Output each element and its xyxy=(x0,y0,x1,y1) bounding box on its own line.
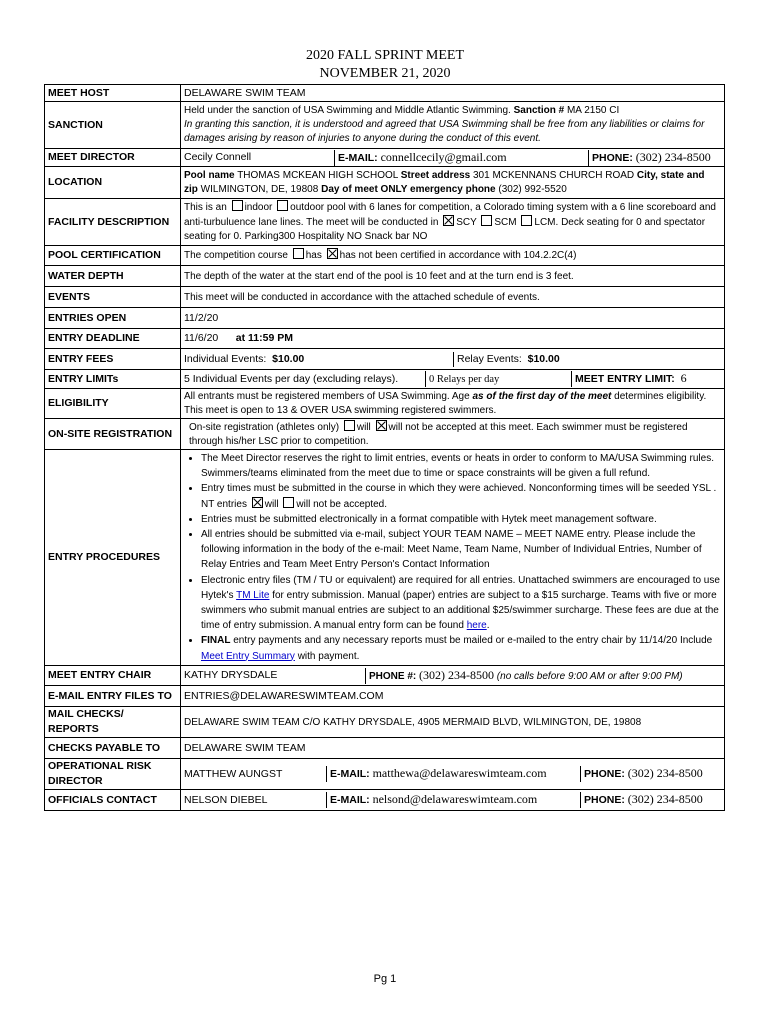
sanction-value xyxy=(181,102,725,149)
procedure-item: • All entries should be submitted via e-mail, subject YOUR TEAM NAME – MEET NAME entry. Please include the following information in the body of the e-mail: Meet Name, Team Name, Number of Individual Entries, Number of Relay Entries and Team Meet Entry Person's Contact Information xyxy=(201,527,721,573)
has-checkbox[interactable] xyxy=(293,248,304,259)
pool-name: THOMAS MCKEAN HIGH SCHOOL xyxy=(237,169,398,181)
row-entry-fees xyxy=(45,349,725,370)
onsite-registration-value xyxy=(181,419,725,450)
onsite-will-checkbox[interactable] xyxy=(344,420,355,431)
nt-entries-text: Entry times must be submitted in the course in which they were achieved. Nonconforming times will be seeded YSL . NT entries xyxy=(201,483,717,510)
sanction-text: Held under the sanction of USA Swimming and Middle Atlantic Swimming. xyxy=(184,105,511,116)
scm-label: SCM xyxy=(494,217,517,228)
row-checks-payable xyxy=(45,738,725,759)
row-officials-contact xyxy=(45,790,725,811)
row-mail-checks xyxy=(45,707,725,738)
row-water-depth xyxy=(45,266,725,287)
row-location xyxy=(45,167,725,199)
snack-bar-text: Snack bar NO xyxy=(364,231,428,242)
deadline-time: at 11:59 PM xyxy=(235,332,293,344)
relay-fee: $10.00 xyxy=(527,352,560,365)
final-label: FINAL xyxy=(201,635,231,647)
officials-phone: (302) 234-8500 xyxy=(627,792,703,806)
onsite-will-not-label: will not be accepted at this meet. Each swimmer must be registered through his/her LSC prior to competition. xyxy=(189,421,688,447)
seating-text: Deck seating for 0 and spectator seating for 0. xyxy=(184,217,706,242)
procedures-list xyxy=(184,451,721,664)
procedure-item xyxy=(201,481,721,511)
row-entry-deadline xyxy=(45,329,725,349)
parking-text: Parking300 xyxy=(244,231,296,242)
pool-name-label: Pool name xyxy=(184,169,235,181)
label-entry-chair: MEET ENTRY CHAIR xyxy=(45,666,181,686)
sanction-number-label: Sanction # xyxy=(513,105,565,116)
row-meet-host xyxy=(45,85,725,102)
label-officials-contact: OFFICIALS CONTACT xyxy=(45,790,181,811)
director-email-cell xyxy=(335,150,589,166)
mail-checks-value: DELAWARE SWIM TEAM C/O KATHY DRYSDALE, 4905 MERMAID BLVD, WILMINGTON, DE, 19808 xyxy=(181,707,725,738)
electronic-entry-text: Electronic entry files (TM / TU or equivalent) are required for all entries. Unattached swimmers are encouraged to use Hytek's xyxy=(201,574,720,601)
officials-email-cell xyxy=(327,792,581,808)
facility-text-2: outdoor pool with 6 lanes for competition, a Colorado timing system with a 6 line scoreboard and anti-turbuluence lane lines. The meet will be conducted in xyxy=(184,202,716,228)
individual-fee: $10.00 xyxy=(272,352,305,365)
procedure-item: • The Meet Director reserves the right to limit entries, events or heats in order to conform to MA/USA Swimming rules. Swimmers/teams eliminated from the meet due to time or space constraints will be given a full refund. xyxy=(201,451,721,481)
meet-limit-cell xyxy=(572,371,725,387)
lcm-checkbox[interactable] xyxy=(521,215,532,226)
officials-contact-inner xyxy=(181,792,724,808)
street-label: Street address xyxy=(400,169,471,181)
meet-info-table xyxy=(44,84,725,811)
nt-will-checkbox[interactable] xyxy=(252,497,263,508)
director-email[interactable]: connellcecily@gmail.com xyxy=(380,149,507,164)
meet-director-cell xyxy=(181,149,725,167)
emergency-phone: (302) 992-5520 xyxy=(498,183,567,195)
label-mail-checks: MAIL CHECKS/ REPORTS xyxy=(45,707,181,738)
officials-email-label: E-MAIL: xyxy=(330,794,370,806)
risk-director-email-cell xyxy=(327,766,581,782)
officials-phone-cell xyxy=(581,792,725,808)
entry-chair-name: KATHY DRYSDALE xyxy=(184,669,278,681)
lcm-label: LCM. xyxy=(534,217,559,228)
risk-director-phone-label: PHONE: xyxy=(584,768,625,780)
risk-director-phone: (302) 234-8500 xyxy=(627,766,703,780)
label-risk-director: OPERATIONAL RISK DIRECTOR xyxy=(45,759,181,790)
entry-fees-inner xyxy=(181,352,724,367)
water-depth-value: The depth of the water at the start end of the pool is 10 feet and at the turn end is 3 feet. xyxy=(181,266,725,287)
meet-entry-summary-link[interactable]: Meet Entry Summary xyxy=(201,650,295,662)
label-email-entry: E-MAIL ENTRY FILES TO xyxy=(45,686,181,707)
label-events: EVENTS xyxy=(45,287,181,308)
meet-limit: 6 xyxy=(680,371,687,385)
has-label: has xyxy=(305,250,322,261)
document-title: 2020 FALL SPRINT MEET xyxy=(305,48,465,63)
entry-limits-cell xyxy=(181,370,725,389)
events-value: This meet will be conducted in accordance with the attached schedule of events. xyxy=(181,287,725,308)
page-number: Pg 1 xyxy=(373,973,397,985)
scm-checkbox[interactable] xyxy=(481,215,492,226)
emergency-label: Day of meet ONLY emergency phone xyxy=(321,183,496,195)
row-email-entry xyxy=(45,686,725,707)
row-eligibility xyxy=(45,389,725,419)
outdoor-checkbox[interactable] xyxy=(277,200,288,211)
row-entries-open xyxy=(45,308,725,329)
entry-limits-inner xyxy=(181,371,724,387)
row-pool-certification xyxy=(45,246,725,266)
individual-fee-label: Individual Events: xyxy=(184,352,267,365)
risk-director-email[interactable]: matthewa@delawareswimteam.com xyxy=(372,766,547,780)
label-meet-director: MEET DIRECTOR xyxy=(45,149,181,167)
row-entry-chair xyxy=(45,666,725,686)
city-label: City, state and zip xyxy=(184,169,705,195)
entry-chair-call-note: (no calls before 9:00 AM or after 9:00 PM) xyxy=(496,670,683,682)
checks-payable-value: DELAWARE SWIM TEAM xyxy=(181,738,725,759)
officials-contact-cell xyxy=(181,790,725,811)
row-onsite-registration xyxy=(45,419,725,450)
pool-certification-value xyxy=(181,246,725,266)
director-phone-label: PHONE: xyxy=(592,151,633,164)
label-onsite-registration: ON-SITE REGISTRATION xyxy=(45,419,181,450)
scy-checkbox[interactable] xyxy=(443,215,454,226)
final-payment-text: entry payments and any necessary reports must be mailed or e-mailed to the entry chair by 11/14/20 Include xyxy=(233,635,713,647)
individual-limit: 5 Individual Events per day (excluding relays). xyxy=(184,372,399,385)
label-entry-limits: ENTRY LIMITs xyxy=(45,370,181,389)
scy-label: SCY xyxy=(456,217,477,228)
entry-fees-cell xyxy=(181,349,725,370)
hospitality-text: Hospitality NO xyxy=(297,231,362,242)
email-entry-value[interactable]: ENTRIES@DELAWARESWIMTEAM.COM xyxy=(181,686,725,707)
label-sanction: SANCTION xyxy=(45,102,181,149)
eligibility-text-1: All entrants must be registered members of USA Swimming. Age xyxy=(184,390,470,402)
officials-phone-label: PHONE: xyxy=(584,794,625,806)
label-eligibility: ELIGIBILITY xyxy=(45,389,181,419)
tm-lite-link[interactable]: TM Lite xyxy=(236,589,270,601)
risk-director-cell xyxy=(181,759,725,790)
surcharge-text: for entry submission. Manual (paper) entries are subject to a $15 surcharge. Teams with five or more swimmers who submit manual entries are subject to an additional $25/swimmer surcharge. These fees are due at the time of entry submission. A manual entry form can be found xyxy=(201,589,719,632)
entry-deadline-value xyxy=(181,329,725,349)
onsite-text: On-site registration (athletes only) xyxy=(189,421,340,433)
relay-limit: 0 Relays per day xyxy=(426,371,572,387)
indoor-checkbox[interactable] xyxy=(232,200,243,211)
director-phone: (302) 234-8500 xyxy=(635,149,711,164)
with-payment-text: with payment. xyxy=(297,650,360,662)
nt-will-not-label: will not be accepted. xyxy=(296,498,388,510)
label-location: LOCATION xyxy=(45,167,181,199)
deadline-date: 11/6/20 xyxy=(184,332,219,344)
street-address: 301 MCKENNANS CHURCH ROAD xyxy=(473,169,635,181)
officials-contact-name: NELSON DIEBEL xyxy=(184,793,268,806)
individual-fee-cell xyxy=(181,352,454,367)
indoor-label: indoor xyxy=(244,202,273,213)
row-facility xyxy=(45,199,725,246)
row-events xyxy=(45,287,725,308)
row-entry-limits xyxy=(45,370,725,389)
risk-director-phone-cell xyxy=(581,766,725,782)
location-value xyxy=(181,167,725,199)
eligibility-text-2: determines eligibility. This meet is open to 13 & OVER USA swimming registered swimmers. xyxy=(184,390,707,416)
risk-director-name: MATTHEW AUNGST xyxy=(184,767,283,780)
label-pool-certification: POOL CERTIFICATION xyxy=(45,246,181,266)
officials-email[interactable]: nelsond@delawareswimteam.com xyxy=(372,792,538,806)
pool-cert-text: The competition course xyxy=(184,250,288,261)
label-checks-payable: CHECKS PAYABLE TO xyxy=(45,738,181,759)
row-risk-director xyxy=(45,759,725,790)
row-sanction xyxy=(45,102,725,149)
risk-director-inner xyxy=(181,766,724,782)
director-email-label: E-MAIL: xyxy=(338,151,378,164)
label-entry-procedures: ENTRY PROCEDURES xyxy=(45,450,181,666)
sanction-number: MA 2150 CI xyxy=(566,105,620,116)
manual-entry-form-link[interactable]: here xyxy=(466,620,487,632)
city-state-zip: WILMINGTON, DE, 19808 xyxy=(200,183,319,195)
entry-chair-phone: (302) 234-8500 xyxy=(419,667,495,682)
nt-will-label: will xyxy=(264,498,279,510)
row-entry-procedures xyxy=(45,450,725,666)
onsite-will-label: will xyxy=(356,421,371,433)
label-entry-deadline: ENTRY DEADLINE xyxy=(45,329,181,349)
period-text: . xyxy=(486,620,490,632)
facility-text-1: This is an xyxy=(184,202,227,213)
procedure-item xyxy=(201,573,721,634)
relay-fee-label: Relay Events: xyxy=(457,352,522,365)
meet-host-value: DELAWARE SWIM TEAM xyxy=(181,85,725,102)
risk-director-email-label: E-MAIL: xyxy=(330,768,370,780)
meet-director-inner xyxy=(181,150,724,166)
facility-value xyxy=(181,199,725,246)
sanction-disclaimer: In granting this sanction, it is understood and agreed that USA Swimming shall be free from any liabilities or claims for damages arising by reason of injuries to anyone during the conduct of this event. xyxy=(184,119,705,144)
has-not-label: has not been certified in accordance with 104.2.2C(4) xyxy=(339,250,577,261)
label-entries-open: ENTRIES OPEN xyxy=(45,308,181,329)
entry-chair-phone-label: PHONE #: xyxy=(369,670,417,682)
onsite-will-not-checkbox[interactable] xyxy=(376,420,387,431)
eligibility-value xyxy=(181,389,725,419)
director-phone-cell xyxy=(589,150,725,166)
entry-chair-phone-cell xyxy=(366,668,725,684)
label-entry-fees: ENTRY FEES xyxy=(45,349,181,370)
procedure-item xyxy=(201,633,721,663)
nt-will-not-checkbox[interactable] xyxy=(283,497,294,508)
eligibility-emphasis: as of the first day of the meet xyxy=(472,390,612,402)
meet-limit-label: MEET ENTRY LIMIT: xyxy=(575,373,675,385)
director-name: Cecily Connell xyxy=(184,151,252,163)
entry-chair-inner xyxy=(181,668,724,684)
label-meet-host: MEET HOST xyxy=(45,85,181,102)
document-date: NOVEMBER 21, 2020 xyxy=(319,66,451,81)
relay-fee-cell xyxy=(454,352,725,367)
has-not-checkbox[interactable] xyxy=(327,248,338,259)
label-water-depth: WATER DEPTH xyxy=(45,266,181,287)
label-facility: FACILITY DESCRIPTION xyxy=(45,199,181,246)
procedure-item: • Entries must be submitted electronically in a format compatible with Hytek meet management software. xyxy=(201,512,721,527)
entry-procedures-value xyxy=(181,450,725,666)
row-meet-director xyxy=(45,149,725,167)
entry-chair-cell xyxy=(181,666,725,686)
entries-open-value: 11/2/20 xyxy=(181,308,725,329)
